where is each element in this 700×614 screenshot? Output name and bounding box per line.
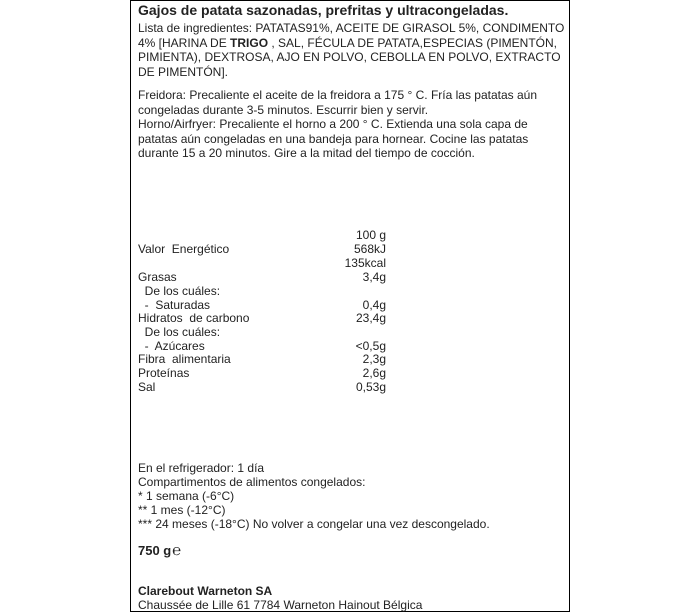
nutrition-value: 568kJ [353, 242, 386, 256]
allergen-wheat: TRIGO [230, 35, 269, 50]
nutrition-label: Valor Energético [138, 242, 230, 256]
nutrition-value: 0,53g [355, 380, 386, 394]
nutrition-label: De los cuáles: [138, 325, 221, 339]
storage-three-star: *** 24 meses (-18°C) No volver a congelar una vez descongelado. [138, 517, 490, 531]
nutrition-label: Proteínas [138, 366, 190, 380]
storage-two-star: ** 1 mes (-12°C) [138, 503, 226, 517]
nutrition-value: 3,4g [362, 270, 386, 284]
nutrition-value: 2,3g [362, 352, 386, 366]
nutrition-label: - Azúcares [138, 339, 205, 353]
nutrition-label: Sal [138, 380, 156, 394]
storage-fridge: En el refrigerador: 1 día [138, 461, 265, 475]
net-weight [138, 543, 181, 558]
nutrition-per-100g: 100 g [355, 228, 386, 242]
storage-one-star: * 1 semana (-6°C) [138, 489, 235, 503]
product-title: Gajos de patata sazonadas, prefritas y ultracongeladas. [138, 2, 509, 18]
nutrition-label: Fibra alimentaria [138, 352, 231, 366]
estimated-sign-icon: ℮ [172, 542, 182, 559]
storage-freezer-heading: Compartimentos de alimentos congelados: [138, 475, 366, 489]
net-weight-value: 750 g [138, 543, 172, 558]
nutrition-label: De los cuáles: [138, 284, 221, 298]
nutrition-label: Hidratos de carbono [138, 311, 250, 325]
preparation-fryer: Freidora: Precaliente el aceite de la freidora a 175 ° C. Fría las patatas aún congeladas durante 3-5 minutos. Escurrir bien y servir. [138, 88, 538, 117]
nutrition-value: 2,6g [362, 366, 386, 380]
nutrition-value: 23,4g [355, 311, 386, 325]
ingredients-text-2: , SAL, FÉCULA DE PATATA,ESPECIAS (PIMENTÓN, PIMIENTA), DEXTROSA, AJO EN POLVO, CEBOLLA EN POLVO, EXTRACTO DE PIMENTÓN]. [138, 35, 561, 79]
ingredients-list [138, 21, 568, 79]
nutrition-value: 135kcal [344, 256, 386, 270]
nutrition-label: - Saturadas [138, 298, 211, 312]
nutrition-label: Grasas [138, 270, 177, 284]
company-name: Clarebout Warneton SA [138, 584, 273, 598]
ingredients-text-1: Lista de ingredientes: PATATAS91%, ACEITE DE GIRASOL 5%, CONDIMENTO 4% [HARINA DE [138, 21, 565, 50]
preparation-oven: Horno/Airfryer: Precaliente el horno a 200 ° C. Extienda una sola capa de patatas aún congeladas en una bandeja para hornear. Cocine las patatas durante 15 a 20 minutos. Gire a la mitad del tiempo de cocción. [138, 117, 529, 160]
nutrition-value: 0,4g [362, 298, 386, 312]
nutrition-value: <0,5g [355, 339, 386, 353]
company-address: Chaussée de Lille 61 7784 Warneton Hainout Bélgica [138, 598, 423, 612]
